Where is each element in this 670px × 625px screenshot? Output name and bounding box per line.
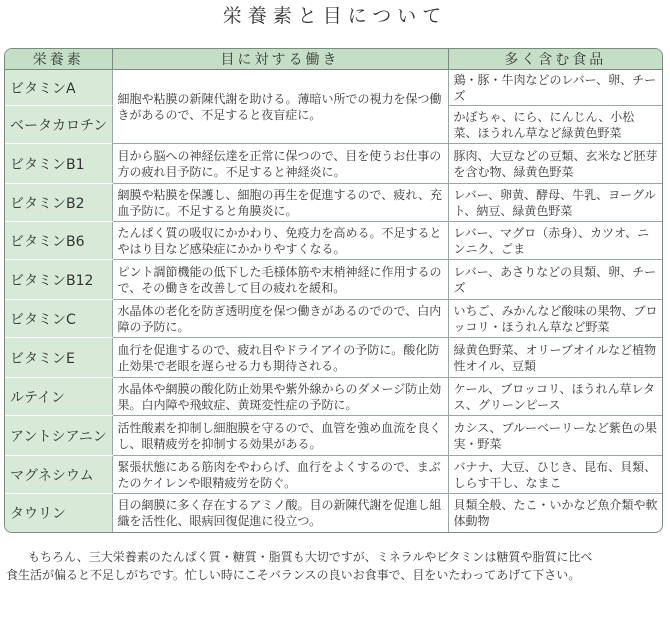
- nutrient-effect: ピント調節機能の低下した毛様体筋や末梢神経に作用するので、その働きを改善して目の疲れを緩和。: [112, 260, 448, 300]
- table-row: [5, 378, 662, 416]
- nutrient-effect: 活性酸素を抑制し細胞膜を守るので、血管を強め血流を良くし、眼精疲労を抑制する効果がある。: [112, 416, 448, 456]
- nutrient-effect: 血行を促進するので、疲れ目やドライアイの予防に。酸化防止効果で老眼を遅らせる力も期待される。: [112, 338, 448, 378]
- table-row: [5, 144, 662, 184]
- nutrient-foods: レバー、あさりなどの貝類、卵、チーズ: [448, 260, 662, 300]
- nutrient-foods: いちご、みかんなど酸味の果物、ブロッコリ・ほうれん草など野菜: [448, 300, 662, 338]
- nutrient-name: ビタミンB12: [5, 260, 112, 300]
- table-row: [5, 494, 662, 532]
- table-row: [5, 416, 662, 456]
- nutrient-name: アントシアニン: [5, 416, 112, 456]
- header-nutrient: 栄養素: [5, 49, 112, 70]
- nutrient-name: ビタミンB6: [5, 222, 112, 260]
- nutrient-name: ビタミンB1: [5, 144, 112, 184]
- nutrient-effect: 緊張状態にある筋肉をやわらげ、血行をよくするので、まぶたのケイレンや眼精疲労を防ぐ。: [112, 456, 448, 494]
- nutrient-foods: レバー、マグロ（赤身）、カツオ、ニンニク、ごま: [448, 222, 662, 260]
- nutrient-effect: 網膜や粘膜を保護し、細胞の再生を促進するので、疲れ、充血予防に。不足すると角膜炎に。: [112, 184, 448, 222]
- nutrient-table: [4, 48, 663, 533]
- nutrient-effect: 目から脳への神経伝達を正常に保つので、目を使うお仕事の方の疲れ目予防に。不足すると神経炎に。: [112, 144, 448, 184]
- nutrient-effect: 水晶体の老化を防ぎ透明度を保つ働きがあるのでので、白内障の予防に。: [112, 300, 448, 338]
- nutrient-effect: 水晶体や網膜の酸化防止効果や紫外線からのダメージ防止効果。白内障や飛蚊症、黄斑変性症の予防に。: [112, 378, 448, 416]
- table-row: [5, 260, 662, 300]
- nutrient-foods: 緑黄色野菜、オリーブオイルなど植物性オイル、豆類: [448, 338, 662, 378]
- nutrient-name: ビタミンB2: [5, 184, 112, 222]
- table-row: [5, 184, 662, 222]
- footer-line-2: 食生活が偏ると不足しがちです。忙しい時にこそバランスの良いお食事で、目をいたわってあげて下さい。: [6, 568, 581, 582]
- table-row: [5, 300, 662, 338]
- nutrient-foods: バナナ、大豆、ひじき、昆布、貝類、しらす干し、なまこ: [448, 456, 662, 494]
- table-row: [5, 456, 662, 494]
- header-foods: 多く含む食品: [448, 49, 662, 70]
- page-title: 栄養素と目について: [222, 5, 448, 27]
- header-effect: 目に対する働き: [112, 49, 448, 70]
- nutrient-foods: レバー、卵黄、酵母、牛乳、ヨーグルト、納豆、緑黄色野菜: [448, 184, 662, 222]
- nutrient-name: ルテイン: [5, 378, 112, 416]
- footer-line-1: もちろん、三大栄養素のたんぱく質・糖質・脂質も大切ですが、ミネラルやビタミンは糖質や脂質に比べ: [28, 550, 593, 564]
- table-row: [5, 70, 662, 106]
- nutrient-foods: 貝類全般、たこ・いかなど魚介類や軟体動物: [448, 494, 662, 532]
- nutrient-foods: カシス、ブルーベーリーなど紫色の果実・野菜: [448, 416, 662, 456]
- table-header-row: [5, 49, 662, 70]
- nutrient-effect: たんぱく質の吸収にかかわり、免疫力を高める。不足するとやはり目など感染症にかかりやすくなる。: [112, 222, 448, 260]
- table-row: [5, 222, 662, 260]
- nutrient-name: マグネシウム: [5, 456, 112, 494]
- nutrient-foods: かぼちゃ、にら、にんじん、小松菜、ほうれん草など緑黄色野菜: [448, 106, 662, 144]
- nutrient-foods: 豚肉、大豆などの豆類、玄米など胚芽を含む物、緑黄色野菜: [448, 144, 662, 184]
- nutrient-foods: ケール、ブロッコリ、ほうれん草レタス、グリーンピース: [448, 378, 662, 416]
- footer-note: [6, 548, 666, 584]
- nutrient-name: ベータカロチン: [5, 106, 112, 144]
- table-row: [5, 338, 662, 378]
- nutrient-effect: 細胞や粘膜の新陳代謝を助ける。薄暗い所での視力を保つ働きがあるので、不足すると夜盲症に。: [112, 70, 448, 144]
- nutrient-name: ビタミンA: [5, 70, 112, 106]
- nutrient-name: ビタミンE: [5, 338, 112, 378]
- nutrient-name: ビタミンC: [5, 300, 112, 338]
- nutrient-foods: 鶏・豚・牛肉などのレバー、卵、チーズ: [448, 70, 662, 106]
- nutrient-name: タウリン: [5, 494, 112, 532]
- nutrient-effect: 目の網膜に多く存在するアミノ酸。目の新陳代謝を促進し組織を活性化、眼病回復促進に役立つ。: [112, 494, 448, 532]
